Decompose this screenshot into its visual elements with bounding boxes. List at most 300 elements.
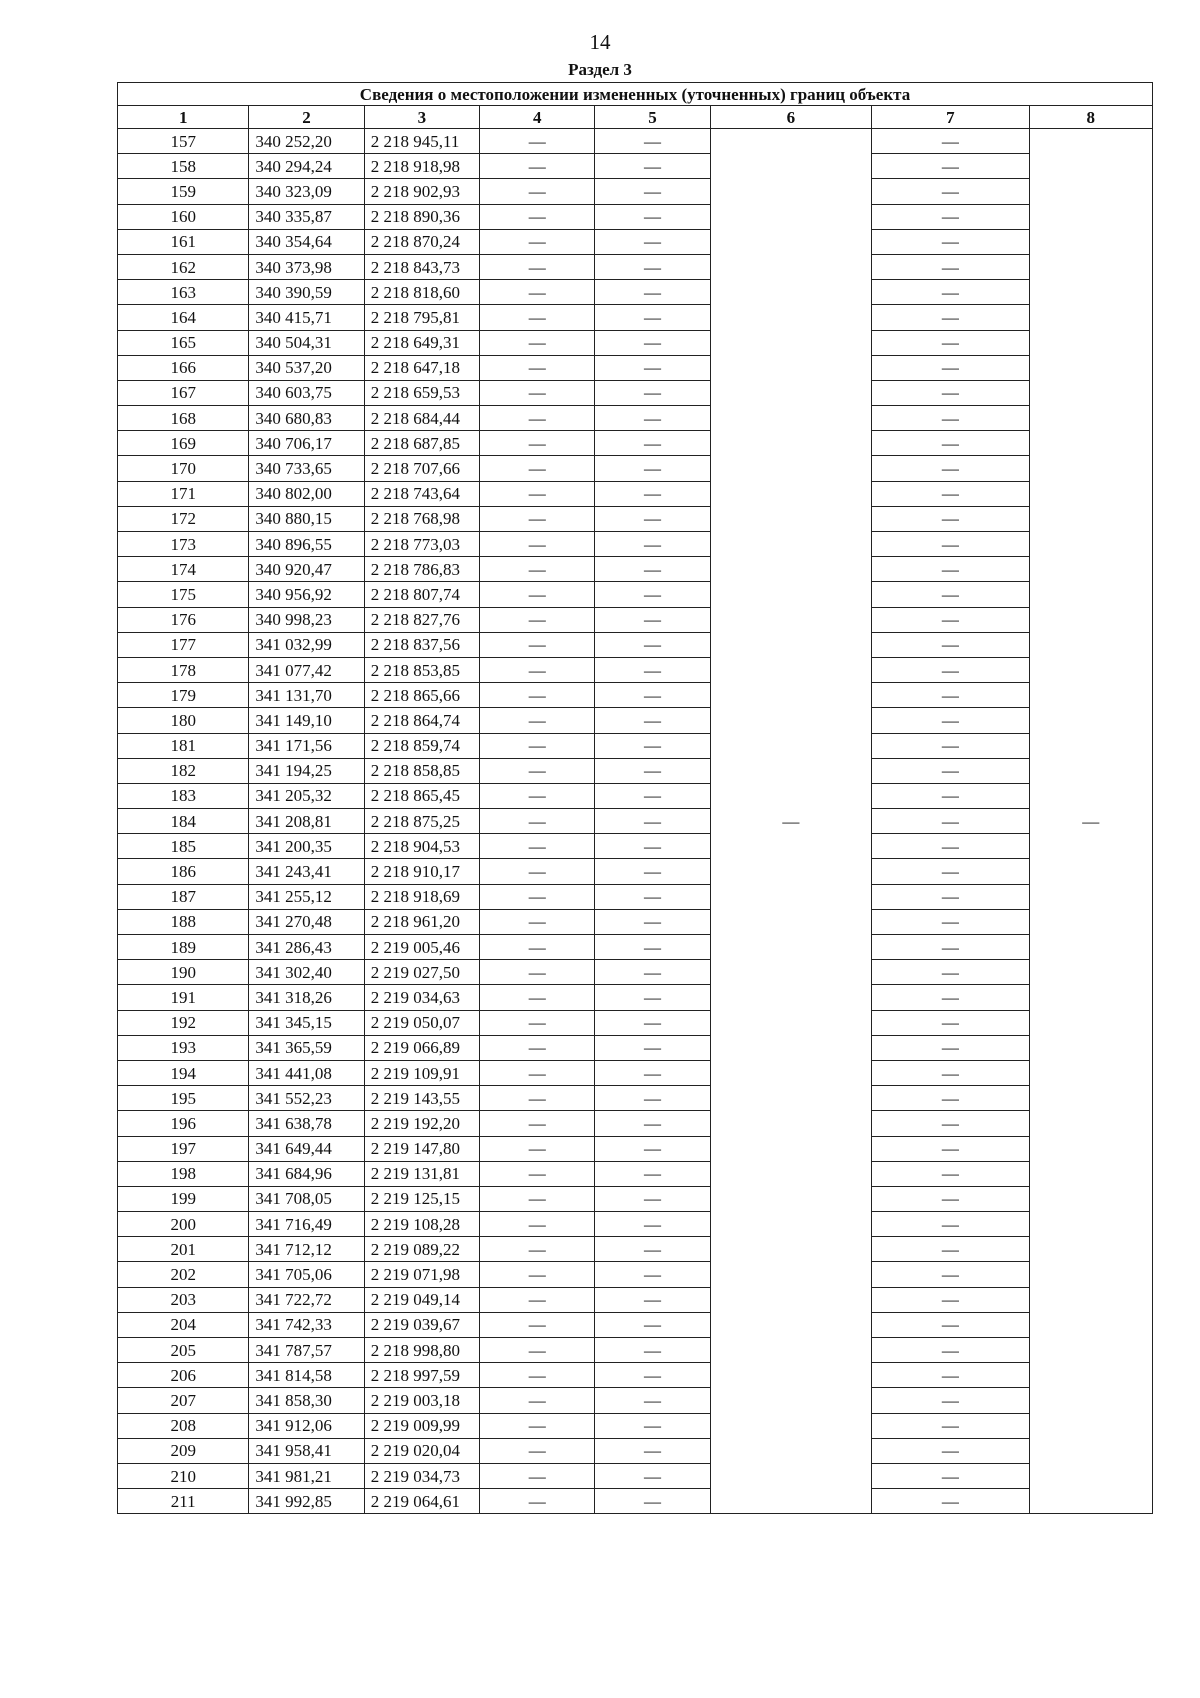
- table-title-row: [118, 83, 1153, 106]
- x-coordinate: 340 252,20: [249, 129, 364, 154]
- y-coordinate: 2 219 034,73: [364, 1463, 479, 1488]
- col7-dash: —: [872, 1438, 1029, 1463]
- col7-dash: —: [872, 179, 1029, 204]
- point-number: 181: [118, 733, 249, 758]
- col4-dash: —: [480, 1060, 595, 1085]
- y-coordinate: 2 219 089,22: [364, 1237, 479, 1262]
- point-number: 175: [118, 582, 249, 607]
- col7-dash: —: [872, 1237, 1029, 1262]
- y-coordinate: 2 218 807,74: [364, 582, 479, 607]
- col5-dash: —: [595, 1060, 710, 1085]
- col5-dash: —: [595, 1287, 710, 1312]
- col7-dash: —: [872, 708, 1029, 733]
- col4-dash: —: [480, 960, 595, 985]
- col7-dash: —: [872, 380, 1029, 405]
- col6-merged-dash: —: [710, 129, 871, 1514]
- x-coordinate: 341 255,12: [249, 884, 364, 909]
- col7-dash: —: [872, 884, 1029, 909]
- point-number: 167: [118, 380, 249, 405]
- table-row: [118, 1287, 1153, 1312]
- x-coordinate: 341 318,26: [249, 985, 364, 1010]
- col4-dash: —: [480, 1363, 595, 1388]
- col7-dash: —: [872, 657, 1029, 682]
- col4-dash: —: [480, 859, 595, 884]
- col4-dash: —: [480, 406, 595, 431]
- col5-dash: —: [595, 406, 710, 431]
- col7-dash: —: [872, 532, 1029, 557]
- table-row: [118, 1338, 1153, 1363]
- point-number: 160: [118, 204, 249, 229]
- col5-dash: —: [595, 909, 710, 934]
- table-row: [118, 1136, 1153, 1161]
- y-coordinate: 2 218 875,25: [364, 809, 479, 834]
- col5-dash: —: [595, 1413, 710, 1438]
- y-coordinate: 2 219 020,04: [364, 1438, 479, 1463]
- x-coordinate: 341 716,49: [249, 1212, 364, 1237]
- x-coordinate: 341 705,06: [249, 1262, 364, 1287]
- table-row: [118, 1489, 1153, 1514]
- col7-dash: —: [872, 733, 1029, 758]
- y-coordinate: 2 218 945,11: [364, 129, 479, 154]
- y-coordinate: 2 219 108,28: [364, 1212, 479, 1237]
- y-coordinate: 2 218 647,18: [364, 355, 479, 380]
- col4-dash: —: [480, 985, 595, 1010]
- col4-dash: —: [480, 481, 595, 506]
- x-coordinate: 340 802,00: [249, 481, 364, 506]
- col5-dash: —: [595, 481, 710, 506]
- table-row: [118, 456, 1153, 481]
- y-coordinate: 2 219 027,50: [364, 960, 479, 985]
- col5-dash: —: [595, 1010, 710, 1035]
- column-number: 8: [1029, 106, 1152, 129]
- col5-dash: —: [595, 632, 710, 657]
- col7-dash: —: [872, 229, 1029, 254]
- y-coordinate: 2 218 827,76: [364, 607, 479, 632]
- table-row: [118, 1186, 1153, 1211]
- col5-dash: —: [595, 129, 710, 154]
- point-number: 206: [118, 1363, 249, 1388]
- point-number: 190: [118, 960, 249, 985]
- table-row: [118, 909, 1153, 934]
- table-row: [118, 834, 1153, 859]
- x-coordinate: 340 415,71: [249, 305, 364, 330]
- x-coordinate: 341 032,99: [249, 632, 364, 657]
- col5-dash: —: [595, 557, 710, 582]
- table-row: [118, 809, 1153, 834]
- point-number: 196: [118, 1111, 249, 1136]
- y-coordinate: 2 218 864,74: [364, 708, 479, 733]
- table-row: [118, 532, 1153, 557]
- table-row: [118, 1388, 1153, 1413]
- table-row: [118, 280, 1153, 305]
- col4-dash: —: [480, 154, 595, 179]
- col4-dash: —: [480, 809, 595, 834]
- table-row: [118, 1413, 1153, 1438]
- x-coordinate: 341 149,10: [249, 708, 364, 733]
- point-number: 176: [118, 607, 249, 632]
- col5-dash: —: [595, 1237, 710, 1262]
- point-number: 195: [118, 1086, 249, 1111]
- y-coordinate: 2 218 843,73: [364, 254, 479, 279]
- y-coordinate: 2 218 858,85: [364, 758, 479, 783]
- col5-dash: —: [595, 204, 710, 229]
- x-coordinate: 341 649,44: [249, 1136, 364, 1161]
- col7-dash: —: [872, 1161, 1029, 1186]
- col8-merged-dash: —: [1029, 129, 1152, 1514]
- y-coordinate: 2 218 853,85: [364, 657, 479, 682]
- y-coordinate: 2 218 870,24: [364, 229, 479, 254]
- column-number-row: [118, 106, 1153, 129]
- col5-dash: —: [595, 154, 710, 179]
- point-number: 183: [118, 783, 249, 808]
- point-number: 165: [118, 330, 249, 355]
- y-coordinate: 2 218 865,45: [364, 783, 479, 808]
- point-number: 198: [118, 1161, 249, 1186]
- col7-dash: —: [872, 456, 1029, 481]
- table-row: [118, 783, 1153, 808]
- point-number: 174: [118, 557, 249, 582]
- table-row: [118, 1060, 1153, 1085]
- x-coordinate: 341 708,05: [249, 1186, 364, 1211]
- x-coordinate: 341 992,85: [249, 1489, 364, 1514]
- point-number: 169: [118, 431, 249, 456]
- point-number: 164: [118, 305, 249, 330]
- y-coordinate: 2 218 773,03: [364, 532, 479, 557]
- col4-dash: —: [480, 1111, 595, 1136]
- col4-dash: —: [480, 129, 595, 154]
- col4-dash: —: [480, 632, 595, 657]
- col7-dash: —: [872, 632, 1029, 657]
- table-row: [118, 1262, 1153, 1287]
- y-coordinate: 2 219 192,20: [364, 1111, 479, 1136]
- y-coordinate: 2 219 071,98: [364, 1262, 479, 1287]
- col5-dash: —: [595, 733, 710, 758]
- table-row: [118, 1010, 1153, 1035]
- col7-dash: —: [872, 859, 1029, 884]
- x-coordinate: 341 270,48: [249, 909, 364, 934]
- col4-dash: —: [480, 1212, 595, 1237]
- x-coordinate: 341 243,41: [249, 859, 364, 884]
- point-number: 208: [118, 1413, 249, 1438]
- y-coordinate: 2 219 147,80: [364, 1136, 479, 1161]
- y-coordinate: 2 219 109,91: [364, 1060, 479, 1085]
- x-coordinate: 340 733,65: [249, 456, 364, 481]
- y-coordinate: 2 218 687,85: [364, 431, 479, 456]
- col5-dash: —: [595, 1338, 710, 1363]
- col7-dash: —: [872, 783, 1029, 808]
- col7-dash: —: [872, 431, 1029, 456]
- table-row: [118, 859, 1153, 884]
- col7-dash: —: [872, 557, 1029, 582]
- col4-dash: —: [480, 834, 595, 859]
- table-row: [118, 632, 1153, 657]
- point-number: 159: [118, 179, 249, 204]
- table-row: [118, 657, 1153, 682]
- col5-dash: —: [595, 683, 710, 708]
- column-number: 6: [710, 106, 871, 129]
- col4-dash: —: [480, 305, 595, 330]
- point-number: 211: [118, 1489, 249, 1514]
- column-number: 4: [480, 106, 595, 129]
- col7-dash: —: [872, 1010, 1029, 1035]
- col5-dash: —: [595, 456, 710, 481]
- col7-dash: —: [872, 1136, 1029, 1161]
- col7-dash: —: [872, 1413, 1029, 1438]
- col5-dash: —: [595, 985, 710, 1010]
- col5-dash: —: [595, 280, 710, 305]
- table-title: Сведения о местоположении измененных (уточненных) границ объекта: [118, 83, 1153, 106]
- y-coordinate: 2 218 918,98: [364, 154, 479, 179]
- col7-dash: —: [872, 1388, 1029, 1413]
- y-coordinate: 2 219 049,14: [364, 1287, 479, 1312]
- col4-dash: —: [480, 456, 595, 481]
- col4-dash: —: [480, 1237, 595, 1262]
- col5-dash: —: [595, 1086, 710, 1111]
- col5-dash: —: [595, 1489, 710, 1514]
- point-number: 201: [118, 1237, 249, 1262]
- y-coordinate: 2 218 904,53: [364, 834, 479, 859]
- col7-dash: —: [872, 985, 1029, 1010]
- table-row: [118, 607, 1153, 632]
- col5-dash: —: [595, 532, 710, 557]
- y-coordinate: 2 218 837,56: [364, 632, 479, 657]
- table-row: [118, 1363, 1153, 1388]
- boundary-coordinates-table: [117, 82, 1153, 1514]
- point-number: 162: [118, 254, 249, 279]
- page-number: 14: [589, 30, 611, 54]
- x-coordinate: 341 981,21: [249, 1463, 364, 1488]
- col5-dash: —: [595, 582, 710, 607]
- col4-dash: —: [480, 758, 595, 783]
- y-coordinate: 2 218 649,31: [364, 330, 479, 355]
- col4-dash: —: [480, 1086, 595, 1111]
- point-number: 192: [118, 1010, 249, 1035]
- column-number: 7: [872, 106, 1029, 129]
- point-number: 202: [118, 1262, 249, 1287]
- col4-dash: —: [480, 204, 595, 229]
- col7-dash: —: [872, 1363, 1029, 1388]
- table-row: [118, 985, 1153, 1010]
- table-row: [118, 330, 1153, 355]
- col5-dash: —: [595, 708, 710, 733]
- col4-dash: —: [480, 1262, 595, 1287]
- col5-dash: —: [595, 1186, 710, 1211]
- x-coordinate: 340 373,98: [249, 254, 364, 279]
- y-coordinate: 2 219 064,61: [364, 1489, 479, 1514]
- table-row: [118, 1111, 1153, 1136]
- point-number: 185: [118, 834, 249, 859]
- y-coordinate: 2 219 034,63: [364, 985, 479, 1010]
- point-number: 189: [118, 935, 249, 960]
- col7-dash: —: [872, 960, 1029, 985]
- col7-dash: —: [872, 1060, 1029, 1085]
- y-coordinate: 2 218 918,69: [364, 884, 479, 909]
- table-row: [118, 1312, 1153, 1337]
- col7-dash: —: [872, 330, 1029, 355]
- x-coordinate: 340 354,64: [249, 229, 364, 254]
- col7-dash: —: [872, 935, 1029, 960]
- point-number: 179: [118, 683, 249, 708]
- point-number: 180: [118, 708, 249, 733]
- col7-dash: —: [872, 1111, 1029, 1136]
- column-number: 5: [595, 106, 710, 129]
- point-number: 191: [118, 985, 249, 1010]
- x-coordinate: 341 912,06: [249, 1413, 364, 1438]
- y-coordinate: 2 218 890,36: [364, 204, 479, 229]
- table-row: [118, 708, 1153, 733]
- col5-dash: —: [595, 884, 710, 909]
- col5-dash: —: [595, 506, 710, 531]
- col5-dash: —: [595, 380, 710, 405]
- col4-dash: —: [480, 1136, 595, 1161]
- col7-dash: —: [872, 1287, 1029, 1312]
- col5-dash: —: [595, 431, 710, 456]
- point-number: 203: [118, 1287, 249, 1312]
- table-row: [118, 355, 1153, 380]
- point-number: 204: [118, 1312, 249, 1337]
- point-number: 210: [118, 1463, 249, 1488]
- col7-dash: —: [872, 1312, 1029, 1337]
- col4-dash: —: [480, 1010, 595, 1035]
- column-number: 1: [118, 106, 249, 129]
- y-coordinate: 2 219 050,07: [364, 1010, 479, 1035]
- y-coordinate: 2 218 865,66: [364, 683, 479, 708]
- x-coordinate: 341 205,32: [249, 783, 364, 808]
- point-number: 186: [118, 859, 249, 884]
- table-row: [118, 129, 1153, 154]
- col5-dash: —: [595, 1262, 710, 1287]
- table-row: [118, 1438, 1153, 1463]
- col5-dash: —: [595, 355, 710, 380]
- point-number: 205: [118, 1338, 249, 1363]
- col7-dash: —: [872, 809, 1029, 834]
- col4-dash: —: [480, 1338, 595, 1363]
- col7-dash: —: [872, 406, 1029, 431]
- x-coordinate: 341 552,23: [249, 1086, 364, 1111]
- y-coordinate: 2 218 659,53: [364, 380, 479, 405]
- col5-dash: —: [595, 859, 710, 884]
- col4-dash: —: [480, 1312, 595, 1337]
- col5-dash: —: [595, 1212, 710, 1237]
- point-number: 209: [118, 1438, 249, 1463]
- y-coordinate: 2 218 786,83: [364, 557, 479, 582]
- x-coordinate: 341 858,30: [249, 1388, 364, 1413]
- point-number: 187: [118, 884, 249, 909]
- x-coordinate: 341 208,81: [249, 809, 364, 834]
- table-row: [118, 506, 1153, 531]
- col4-dash: —: [480, 783, 595, 808]
- col5-dash: —: [595, 1363, 710, 1388]
- y-coordinate: 2 219 005,46: [364, 935, 479, 960]
- col4-dash: —: [480, 1035, 595, 1060]
- col5-dash: —: [595, 1111, 710, 1136]
- col5-dash: —: [595, 1136, 710, 1161]
- col4-dash: —: [480, 1186, 595, 1211]
- y-coordinate: 2 219 066,89: [364, 1035, 479, 1060]
- x-coordinate: 340 537,20: [249, 355, 364, 380]
- col7-dash: —: [872, 683, 1029, 708]
- point-number: 158: [118, 154, 249, 179]
- col4-dash: —: [480, 330, 595, 355]
- x-coordinate: 341 345,15: [249, 1010, 364, 1035]
- x-coordinate: 340 920,47: [249, 557, 364, 582]
- col7-dash: —: [872, 1489, 1029, 1514]
- col5-dash: —: [595, 254, 710, 279]
- col4-dash: —: [480, 733, 595, 758]
- table-row: [118, 229, 1153, 254]
- col4-dash: —: [480, 1388, 595, 1413]
- col7-dash: —: [872, 481, 1029, 506]
- y-coordinate: 2 218 743,64: [364, 481, 479, 506]
- col4-dash: —: [480, 683, 595, 708]
- col7-dash: —: [872, 1338, 1029, 1363]
- col4-dash: —: [480, 1287, 595, 1312]
- y-coordinate: 2 218 768,98: [364, 506, 479, 531]
- y-coordinate: 2 218 859,74: [364, 733, 479, 758]
- point-number: 161: [118, 229, 249, 254]
- point-number: 199: [118, 1186, 249, 1211]
- col4-dash: —: [480, 229, 595, 254]
- col5-dash: —: [595, 935, 710, 960]
- table-row: [118, 154, 1153, 179]
- x-coordinate: 340 706,17: [249, 431, 364, 456]
- point-number: 188: [118, 909, 249, 934]
- x-coordinate: 340 603,75: [249, 380, 364, 405]
- y-coordinate: 2 218 961,20: [364, 909, 479, 934]
- y-coordinate: 2 218 707,66: [364, 456, 479, 481]
- col5-dash: —: [595, 305, 710, 330]
- x-coordinate: 340 504,31: [249, 330, 364, 355]
- col5-dash: —: [595, 1312, 710, 1337]
- col7-dash: —: [872, 305, 1029, 330]
- point-number: 163: [118, 280, 249, 305]
- y-coordinate: 2 219 003,18: [364, 1388, 479, 1413]
- x-coordinate: 340 335,87: [249, 204, 364, 229]
- table-row: [118, 1161, 1153, 1186]
- col7-dash: —: [872, 1212, 1029, 1237]
- col5-dash: —: [595, 960, 710, 985]
- col4-dash: —: [480, 280, 595, 305]
- col7-dash: —: [872, 154, 1029, 179]
- col7-dash: —: [872, 280, 1029, 305]
- y-coordinate: 2 219 125,15: [364, 1186, 479, 1211]
- point-number: 157: [118, 129, 249, 154]
- point-number: 182: [118, 758, 249, 783]
- col7-dash: —: [872, 204, 1029, 229]
- col4-dash: —: [480, 657, 595, 682]
- col5-dash: —: [595, 809, 710, 834]
- table-row: [118, 884, 1153, 909]
- point-number: 171: [118, 481, 249, 506]
- col7-dash: —: [872, 758, 1029, 783]
- x-coordinate: 341 441,08: [249, 1060, 364, 1085]
- x-coordinate: 341 077,42: [249, 657, 364, 682]
- column-number: 3: [364, 106, 479, 129]
- col4-dash: —: [480, 1161, 595, 1186]
- y-coordinate: 2 218 997,59: [364, 1363, 479, 1388]
- y-coordinate: 2 219 131,81: [364, 1161, 479, 1186]
- table-row: [118, 380, 1153, 405]
- x-coordinate: 341 131,70: [249, 683, 364, 708]
- point-number: 207: [118, 1388, 249, 1413]
- table-row: [118, 1086, 1153, 1111]
- col5-dash: —: [595, 758, 710, 783]
- x-coordinate: 341 200,35: [249, 834, 364, 859]
- x-coordinate: 340 896,55: [249, 532, 364, 557]
- x-coordinate: 340 323,09: [249, 179, 364, 204]
- x-coordinate: 341 638,78: [249, 1111, 364, 1136]
- point-number: 170: [118, 456, 249, 481]
